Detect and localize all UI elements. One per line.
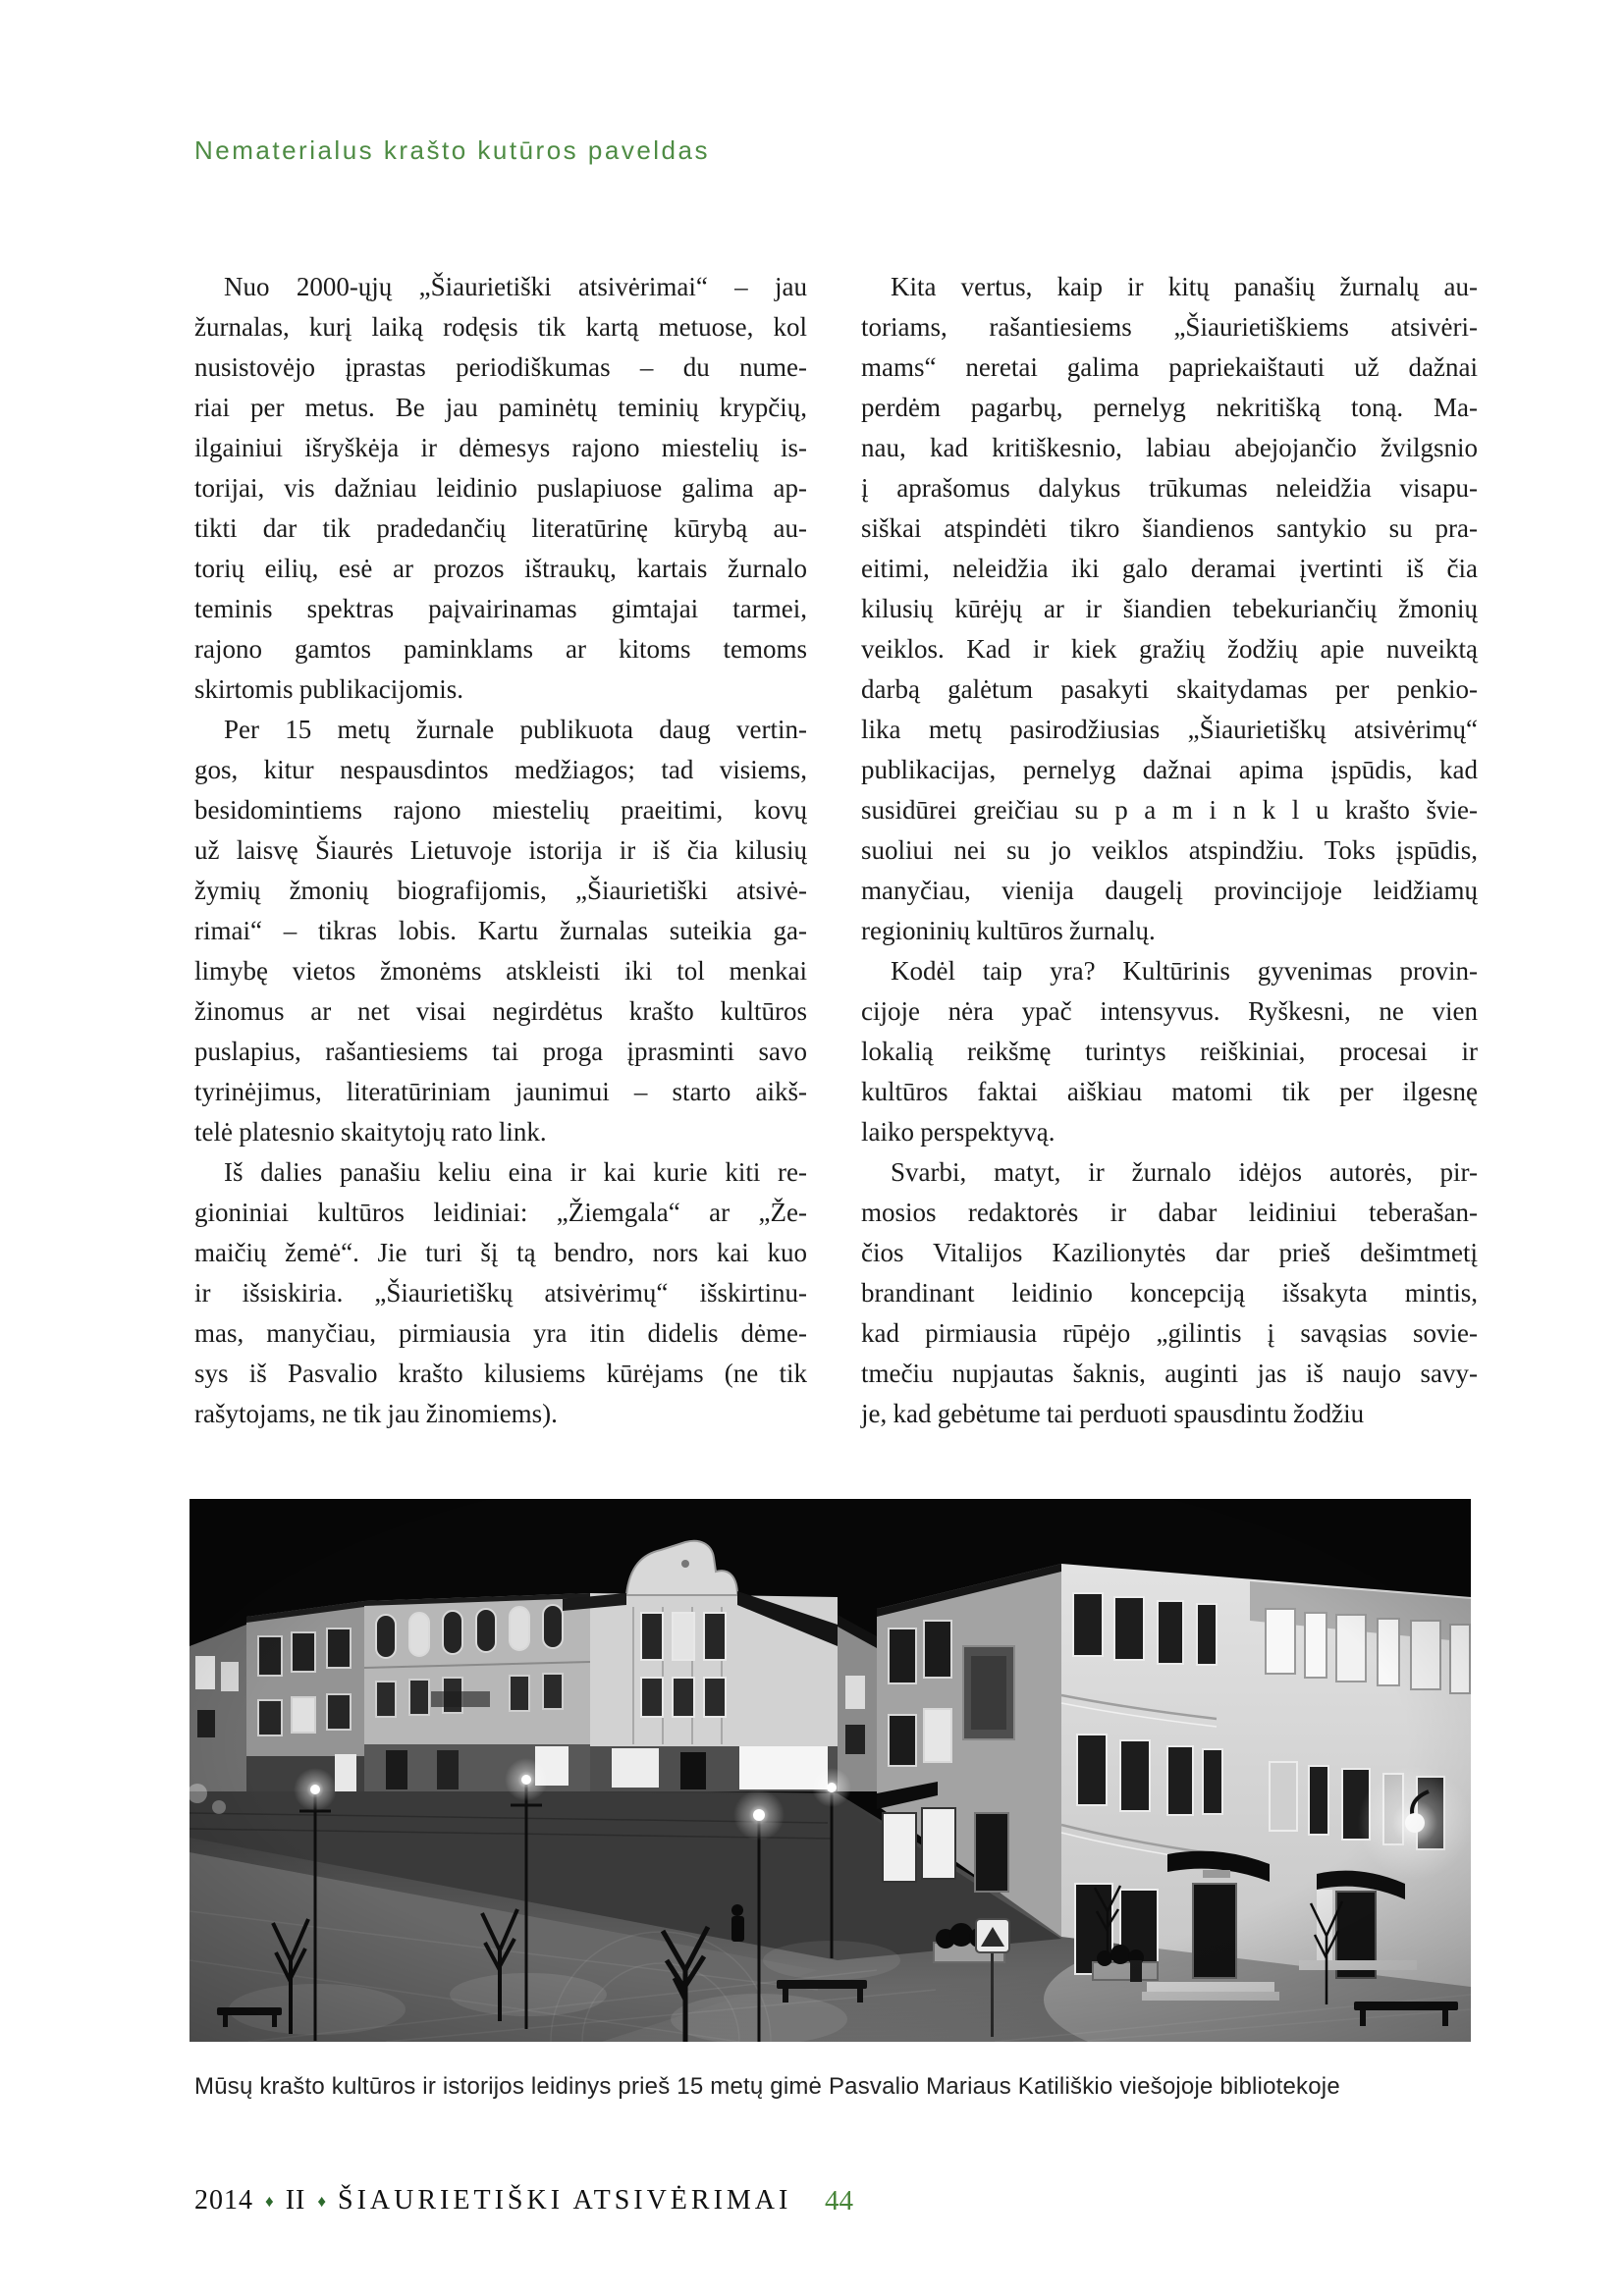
text-line: je, kad gebėtume tai perduoti spausdintu žodžiu: [861, 1399, 1365, 1428]
text-line: teminis spektras paįvairinamas gimtajai tarmei,: [194, 594, 807, 623]
text-line: besidomintiems rajono miestelių praeitimi, kovų: [194, 795, 807, 825]
text-line: žinomus ar net visai negirdėtus krašto kultūros: [194, 996, 807, 1026]
text-line: lokalią reikšmę turintys reiškiniai, procesai ir: [861, 1037, 1478, 1066]
text-line: Per 15 metų žurnale publikuota daug vertin-: [224, 715, 807, 744]
text-line: į aprašomus dalykus trūkumas neleidžia visapu-: [861, 473, 1478, 503]
text-line: publikacijas, pernelyg dažnai apima įspūdis, kad: [861, 755, 1478, 784]
text-line: nau, kad kritiškesnio, labiau abejojančio žvilgsnio: [861, 433, 1478, 462]
text-line: žurnalas, kurį laiką rodęsis tik kartą metuose, kol: [194, 312, 807, 342]
running-header: Nematerialus krašto kutūros paveldas: [194, 135, 710, 165]
text-line: lika metų pasirodžiusias „Šiaurietiškų atsivėrimų“: [861, 715, 1478, 744]
diamond-icon: ♦: [317, 2192, 327, 2211]
text-line: ilgainiui išryškėja ir dėmesys rajono miestelių is-: [194, 433, 807, 462]
text-line: žymių žmonių biografijomis, „Šiaurietiški atsivė-: [194, 876, 807, 905]
text-line: tyrinėjimus, literatūriniam jaunimui – starto aikš-: [194, 1077, 807, 1106]
text-line: rimai“ – tikras lobis. Kartu žurnalas suteikia ga-: [194, 916, 807, 945]
text-line: už laisvę Šiaurės Lietuvoje istorija ir iš čia kilusių: [194, 835, 807, 865]
text-line: riai per metus. Be jau paminėtų teminių krypčių,: [194, 393, 807, 422]
photo-illustration: [189, 1499, 1471, 2042]
text-line: kad pirmiausia rūpėjo „gilintis į savąsias sovie-: [861, 1318, 1478, 1348]
column-left: [194, 267, 807, 1434]
text-line: Iš dalies panašiu keliu eina ir kai kurie kiti re-: [224, 1157, 807, 1187]
text-line: skirtomis publikacijomis.: [194, 674, 463, 704]
text-line: puslapius, rašantiesiems tai proga įprasminti savo: [194, 1037, 807, 1066]
text-line: perdėm pagarbų, pernelyg nekritišką toną. Ma-: [861, 393, 1478, 422]
text-line: mas, manyčiau, pirmiausia yra itin didelis dėme-: [194, 1318, 807, 1348]
text-line: sys iš Pasvalio krašto kilusiems kūrėjams (ne tik: [194, 1359, 807, 1388]
text-line: manyčiau, vienija daugelį provincijoje leidžiamų: [861, 876, 1478, 905]
text-line: torijai, vis dažniau leidinio puslapiuose galima ap-: [194, 473, 807, 503]
text-line: regioninių kultūros žurnalų.: [861, 916, 1156, 945]
footer-issue: II: [285, 2185, 306, 2216]
text-line: brandinant leidinio koncepciją išsakyta mintis,: [861, 1278, 1478, 1308]
text-line: rašytojams, ne tik jau žinomiems).: [194, 1399, 558, 1428]
text-line: kilusių kūrėjų ar ir šiandien tebekuriančių žmonių: [861, 594, 1478, 623]
text-line: suoliui nei su jo veiklos atspindžiu. Toks įspūdis,: [861, 835, 1478, 865]
text-line: laiko perspektyvą.: [861, 1117, 1056, 1147]
page-number: 44: [825, 2185, 853, 2216]
text-line: veiklos. Kad ir kiek gražių žodžių apie nuveiktą: [861, 634, 1478, 664]
diamond-icon: ♦: [265, 2192, 274, 2211]
text-line: susidūrei greičiau su p a m i n k l u krašto švie-: [861, 795, 1478, 825]
text-line: toriams, rašantiesiems „Šiaurietiškiems atsivėri-: [861, 312, 1478, 342]
text-line: torių eilių, esė ar prozos ištraukų, kartais žurnalo: [194, 554, 807, 583]
text-line: maičių žemė“. Jie turi šį tą bendro, nors kai kuo: [194, 1238, 807, 1267]
text-line: darbą galėtum pasakyti skaitydamas per penkio-: [861, 674, 1478, 704]
text-line: Kita vertus, kaip ir kitų panašių žurnalų au-: [891, 272, 1478, 301]
text-line: ir išsiskiria. „Šiaurietiškų atsivėrimų“ išskirtinu-: [194, 1278, 807, 1308]
photo-caption: Mūsų krašto kultūros ir istorijos leidinys prieš 15 metų gimė Pasvalio Mariaus Katiliškio viešojoje bibliotekoje: [194, 2073, 1340, 2100]
text-line: limybę vietos žmonėms atskleisti iki tol menkai: [194, 956, 807, 986]
text-line: gioniniai kultūros leidiniai: „Žiemgala“ ar „Že-: [194, 1198, 807, 1227]
text-line: mosios redaktorės ir dabar leidiniui teberašan-: [861, 1198, 1478, 1227]
library-night-photo: [189, 1499, 1471, 2042]
text-line: gos, kitur nespausdintos medžiagos; tad visiems,: [194, 755, 807, 784]
text-line: Nuo 2000-ųjų „Šiaurietiški atsivėrimai“ – jau: [224, 272, 807, 301]
text-line: tikti dar tik pradedančių literatūrinę kūrybą au-: [194, 513, 807, 543]
text-line: nusistovėjo įprastas periodiškumas – du nume-: [194, 352, 807, 382]
footer-journal-title: ŠIAURIETIŠKI ATSIVĖRIMAI: [338, 2185, 792, 2216]
text-line: Kodėl taip yra? Kultūrinis gyvenimas provin-: [891, 956, 1478, 986]
text-line: telė platesnio skaitytojų rato link.: [194, 1117, 547, 1147]
text-line: Svarbi, matyt, ir žurnalo idėjos autorės, pir-: [891, 1157, 1478, 1187]
text-line: tmečiu nupjautas šaknis, auginti jas iš naujo savy-: [861, 1359, 1478, 1388]
text-line: rajono gamtos paminklams ar kitoms temoms: [194, 634, 807, 664]
text-line: cijoje nėra ypač intensyvus. Ryškesni, ne vien: [861, 996, 1478, 1026]
text-line: siškai atspindėti tikro šiandienos santykio su pra-: [861, 513, 1478, 543]
text-line: čios Vitalijos Kazilionytės dar prieš dešimtmetį: [861, 1238, 1478, 1267]
footer-year: 2014: [194, 2185, 253, 2216]
text-line: mams“ neretai galima papriekaištauti už dažnai: [861, 352, 1478, 382]
text-line: kultūros faktai aiškiau matomi tik per ilgesnę: [861, 1077, 1478, 1106]
text-line: eitimi, neleidžia iki galo deramai įvertinti iš čia: [861, 554, 1478, 583]
column-right: [861, 267, 1478, 1434]
